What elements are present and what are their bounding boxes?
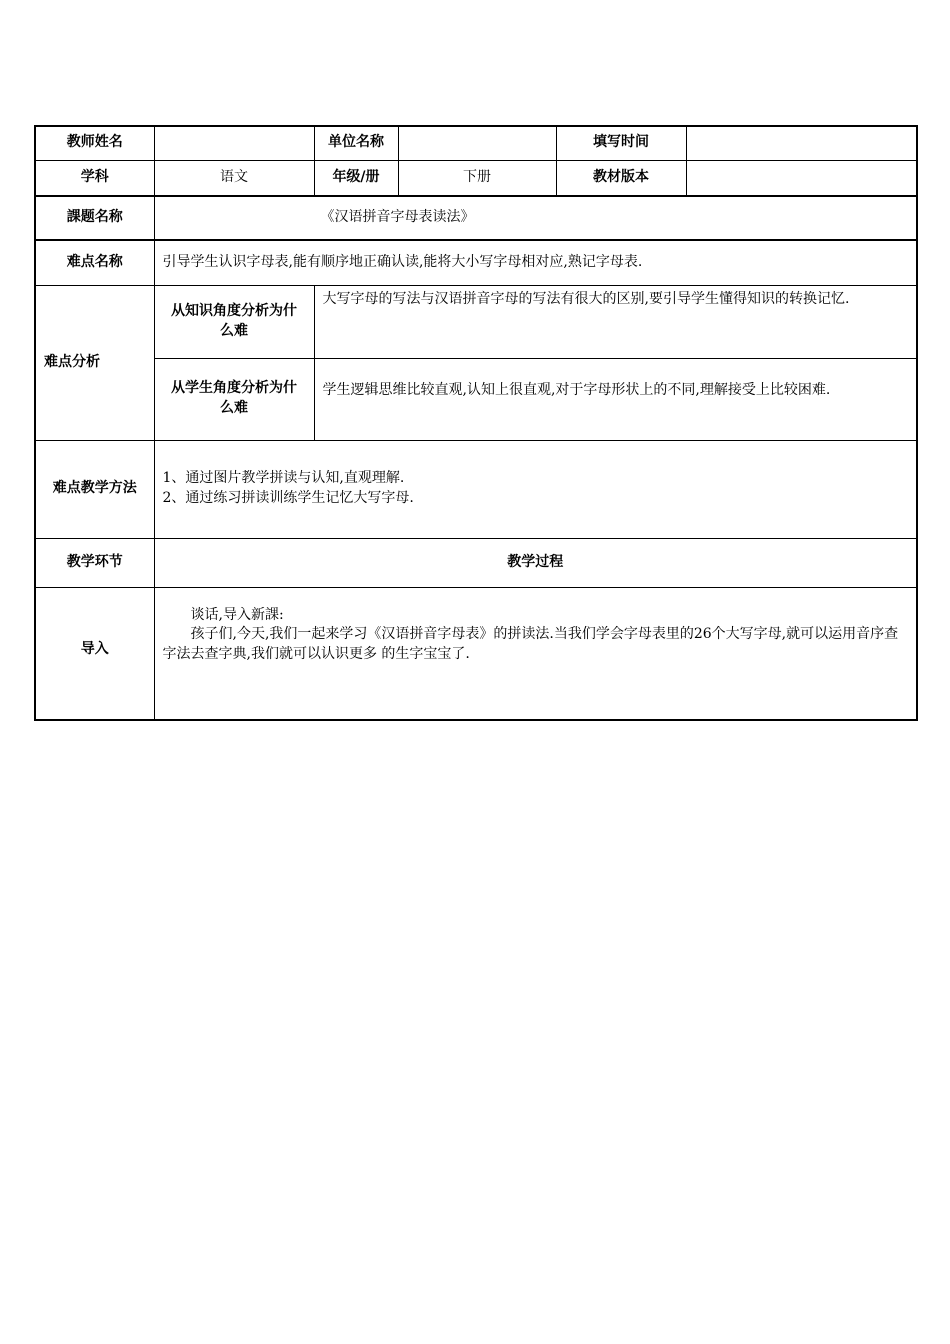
topic-row: [35, 196, 917, 240]
topic-value: 《汉语拼音字母表读法》: [154, 196, 917, 240]
topic-label: 課题名称: [35, 196, 154, 240]
method-line-1: 1、通过图片教学拼读与认知,直观理解.: [162, 470, 405, 487]
header-row-2: [35, 160, 917, 196]
fill-time-value: [686, 126, 917, 160]
difficulty-row: [35, 240, 917, 285]
method-value: [154, 440, 917, 538]
unit-name-value: [398, 126, 556, 160]
intro-row: [35, 587, 917, 720]
fill-time-label: 填写时间: [556, 126, 686, 160]
student-angle-value: 学生逻辑思维比较直观,认知上很直观,对于字母形状上的不同,理解接受上比较困难.: [314, 358, 917, 440]
subject-value: 语文: [154, 160, 314, 196]
teacher-name-value: [154, 126, 314, 160]
method-label: 难点教学方法: [35, 440, 154, 538]
process-header-row: [35, 538, 917, 587]
stage-label: 教学环节: [35, 538, 154, 587]
difficulty-value: 引导学生认识字母表,能有顺序地正确认读,能将大小写字母相对应,熟记字母表.: [154, 240, 917, 285]
grade-label: 年级/册: [314, 160, 398, 196]
teacher-name-label: 教师姓名: [35, 126, 154, 160]
subject-label: 学科: [35, 160, 154, 196]
knowledge-angle-value: 大写字母的写法与汉语拼音字母的写法有很大的区别,要引导学生懂得知识的转换记忆.: [314, 285, 917, 358]
student-angle-label: 从学生角度分析为什么难: [154, 358, 314, 440]
header-row-1: [35, 126, 917, 160]
edition-label: 教材版本: [556, 160, 686, 196]
method-line-2: 2、通过练习拼读训练学生记忆大写字母.: [162, 490, 414, 506]
analysis-row-student: [35, 358, 917, 440]
intro-line-1: 谈话,导入新課:: [190, 606, 284, 623]
edition-value: [686, 160, 917, 196]
intro-label: 导入: [35, 587, 154, 720]
intro-value: [154, 587, 917, 720]
knowledge-angle-label: 从知识角度分析为什么难: [154, 285, 314, 358]
grade-value: 下册: [398, 160, 556, 196]
method-row: [35, 440, 917, 538]
process-label: 教学过程: [154, 538, 917, 587]
lesson-plan-table: [34, 125, 918, 721]
analysis-label: 难点分析: [35, 285, 154, 440]
intro-line-2: 孩子们,今天,我们一起来学习《汉语拼音字母表》的拼读法.当我们学会字母表里的26个大写字母,就可以运用音序查字法去查字典,我们就可以认识更多 的生字宝宝了.: [162, 626, 899, 662]
difficulty-label: 难点名称: [35, 240, 154, 285]
analysis-row-knowledge: [35, 285, 917, 358]
unit-name-label: 单位名称: [314, 126, 398, 160]
